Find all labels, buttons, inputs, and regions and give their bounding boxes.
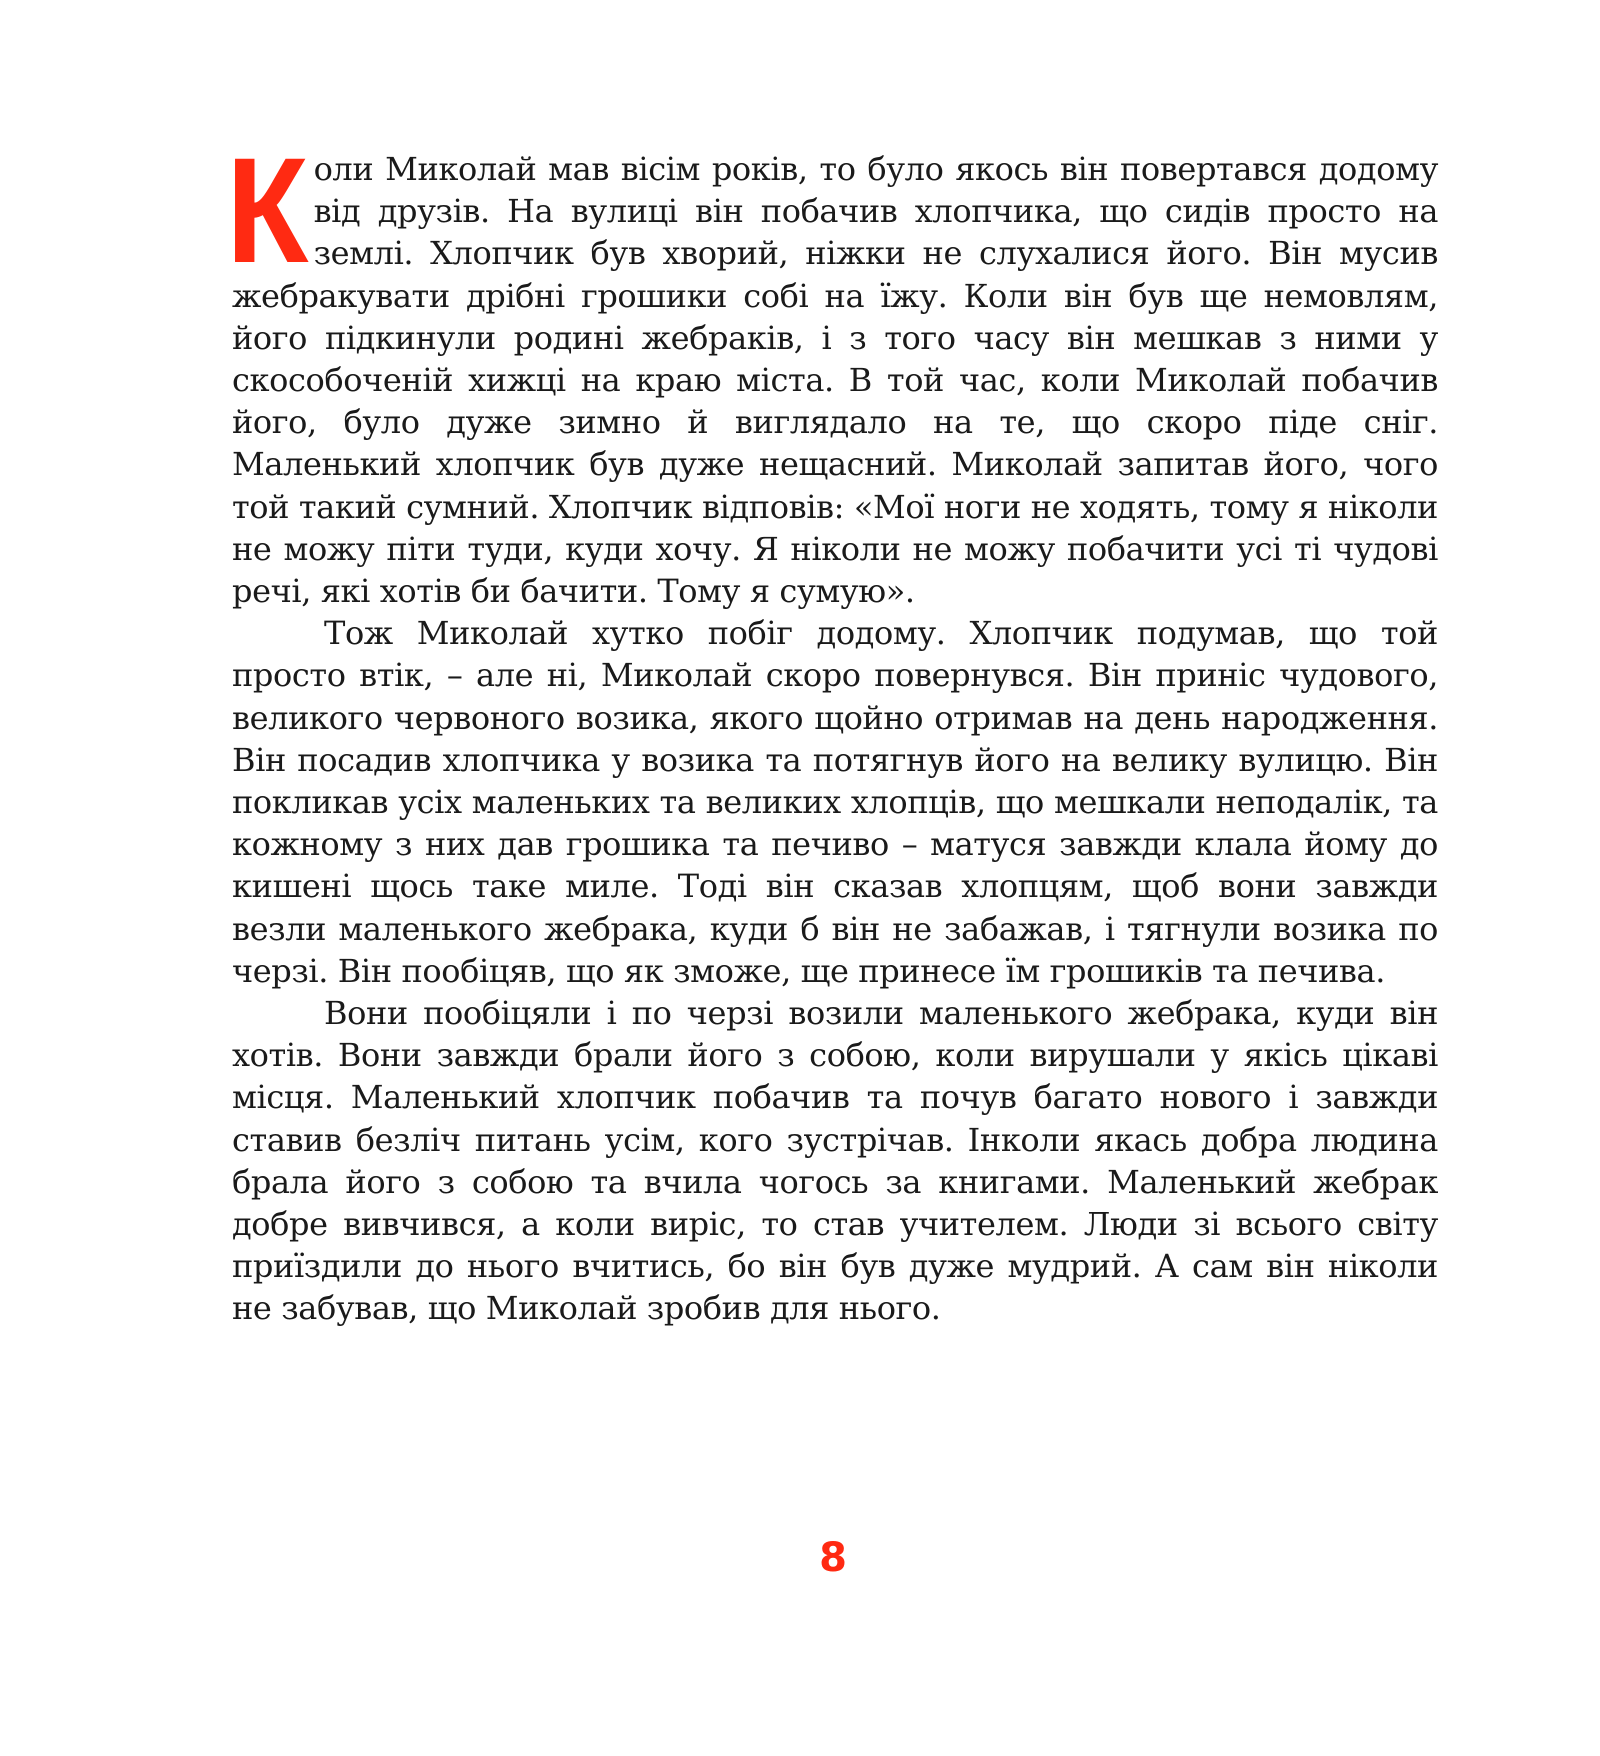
paragraph-1 [226, 126, 1438, 612]
drop-cap-letter: К [226, 126, 304, 294]
paragraph-3: Вони пообіцяли і по черзі возили маленького жебрака, куди він хотів. Вони завжди брали його з собою, коли вирушали у якісь цікаві місця. Маленький хлопчик побачив та почув багато нового і завжди ставив безліч питань усім, кого зустрічав. Інколи якась добра людина брала його з собою та вчила чогось за книгами. Маленький жебрак добре вивчився, а коли виріс, то став учителем. Люди зі всього світу приїздили до нього вчитись, бо він був дуже мудрий. А сам він ніколи не забував, що Миколай зробив для нього. [232, 994, 1438, 1328]
page-number: 8 [819, 1535, 847, 1581]
paragraph-1-text: оли Миколай мав вісім років, то було якось він повертався додому від друзів. На вулиці він побачив хлопчика, що сидів просто на землі. Хлопчик був хворий, ніжки не слухалися його. Він мусив жебракувати дрібні грошики собі на їжу. Коли він був ще немовлям, його підкинули родині жебраків, і з того часу він мешкав з ними у скособоченій хижці на краю міста. В той час, коли Миколай побачив його, було дуже зимно й виглядало на те, що скоро піде сніг. Маленький хлопчик був дуже нещасний. Миколай запитав його, чого той такий сумний. Хлопчик відповів: «Мої ноги не ходять, тому я ніколи не можу піти туди, куди хочу. Я ніколи не можу побачити усі ті чудові речі, які хотів би бачити. Тому я сумую». [232, 150, 1438, 611]
story-text [226, 126, 1438, 1330]
paragraph-2: Тож Миколай хутко побіг додому. Хлопчик подумав, що той просто втік, – але ні, Миколай скоро повернувся. Він приніс чудового, великого червоного возика, якого щойно отримав на день народження. Він посадив хлопчика у возика та потягнув його на велику вулицю. Він покликав усіх маленьких та великих хлопців, що мешкали неподалік, та кожному з них дав грошика та печиво – матуся завжди клала йому до кишені щось таке миле. Тоді він сказав хлопцям, щоб вони завжди везли маленького жебрака, куди б він не забажав, і тягнули возика по черзі. Він пообіцяв, що як зможе, ще принесе їм грошиків та печива. [232, 614, 1438, 990]
